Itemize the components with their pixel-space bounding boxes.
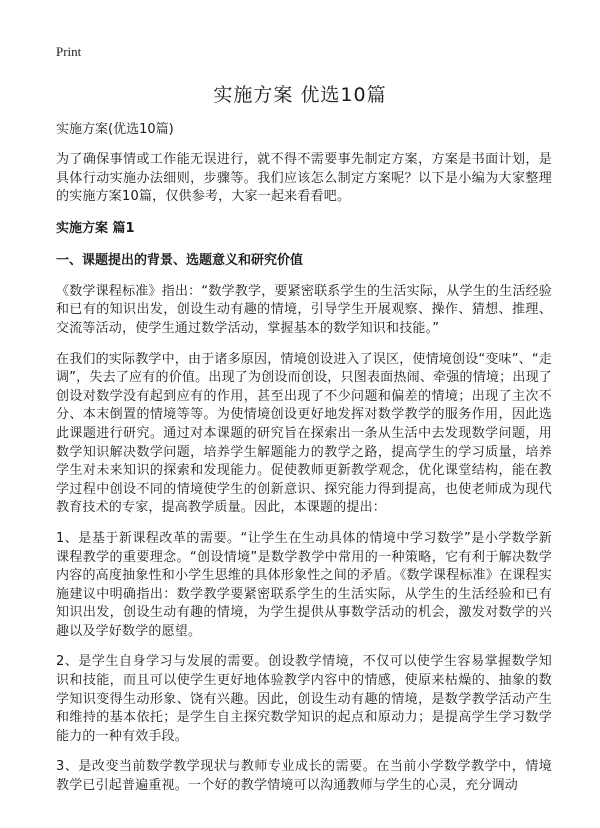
body-paragraph: 在我们的实际教学中，由于诸多原因，情境创设进入了误区，使情境创设“变味”、“走调”，失去了应有的价值。出现了为创设而创设，只图表面热闹、牵强的情境；出现了创设对数学没有起到应有的作用，甚至出现了不少问题和偏差的情境；出现了主次不分、本末倒置的情境等等。为使情境创设更好地发挥对数学教学的服务作用，因此选此课题进行研究。通过对本课题的研究旨在探索出一条从生活中去发现数学问题，用数学知识解决数学问题，培养学生解题能力的教学之路，提高学生的学习质量，培养学生对未来知识的探索和发现能力。促使教师更新教学观念，优化课堂结构，能在教学过程中创设不同的情境使学生的创新意识、探究能力得到提高，也使老师成为现代教育技术的专家，提高教学质量。因此，本课题的提出：	[56, 351, 553, 516]
intro-paragraph: 为了确保事情或工作能无误进行，就不得不需要事先制定方案，方案是书面计划，是具体行动实施办法细则，步骤等。我们应该怎么制定方案呢？以下是小编为大家整理的实施方案10篇，仅供参考，大家一起来看看吧。	[56, 152, 552, 205]
document-body	[56, 120, 552, 808]
body-paragraph: 3、是改变当前数学教学现状与教师专业成长的需要。在当前小学数学教学中，情境教学已引起普遍重视。一个好的教学情境可以沟通教师与学生的心灵，充分调动	[56, 759, 552, 794]
document-subtitle: 实施方案(优选10篇)	[56, 122, 174, 137]
document-title: 实施方案 优选10篇	[213, 84, 387, 106]
section-title: 实施方案 篇1	[56, 220, 135, 236]
body-paragraph: 2、是学生自身学习与发展的需要。创设教学情境，不仅可以使学生容易掌握数学知识和技能，而且可以使学生更好地体验教学内容中的情感，使原来枯燥的、抽象的数学知识变得生动形象、饶有兴趣。因此，创设生动有趣的情境，是数学教学活动产生和维持的基本依托；是学生自主探究数学知识的起点和原动力；是提高学生学习数学能力的一种有效手段。	[56, 654, 552, 744]
print-link[interactable]: Print	[56, 44, 82, 59]
body-paragraph: 1、是基于新课程改革的需要。“让学生在生动具体的情境中学习数学”是小学数学新课程教学的重要理念。“创设情境”是数学教学中常用的一种策略，它有利于解决数学内容的高度抽象性和小学生思维的具体形象性之间的矛盾。《数学课程标准》在课程实施建议中明确指出：数学教学要紧密联系学生的生活实际，从学生的生活经验和已有知识出发，创设生动有趣的情境，为学生提供从事数学活动的机会，激发对数学的兴趣以及学好数学的愿望。	[56, 530, 552, 639]
subsection-title: 一、课题提出的背景、选题意义和研究价值	[56, 252, 304, 268]
body-paragraph: 《数学课程标准》指出：“数学教学，要紧密联系学生的生活实际，从学生的生活经验和已有的知识出发，创设生动有趣的情境，引导学生开展观察、操作、猜想、推理、交流等活动，使学生通过数学活动，掌握基本的数学知识和技能。”	[56, 283, 552, 336]
